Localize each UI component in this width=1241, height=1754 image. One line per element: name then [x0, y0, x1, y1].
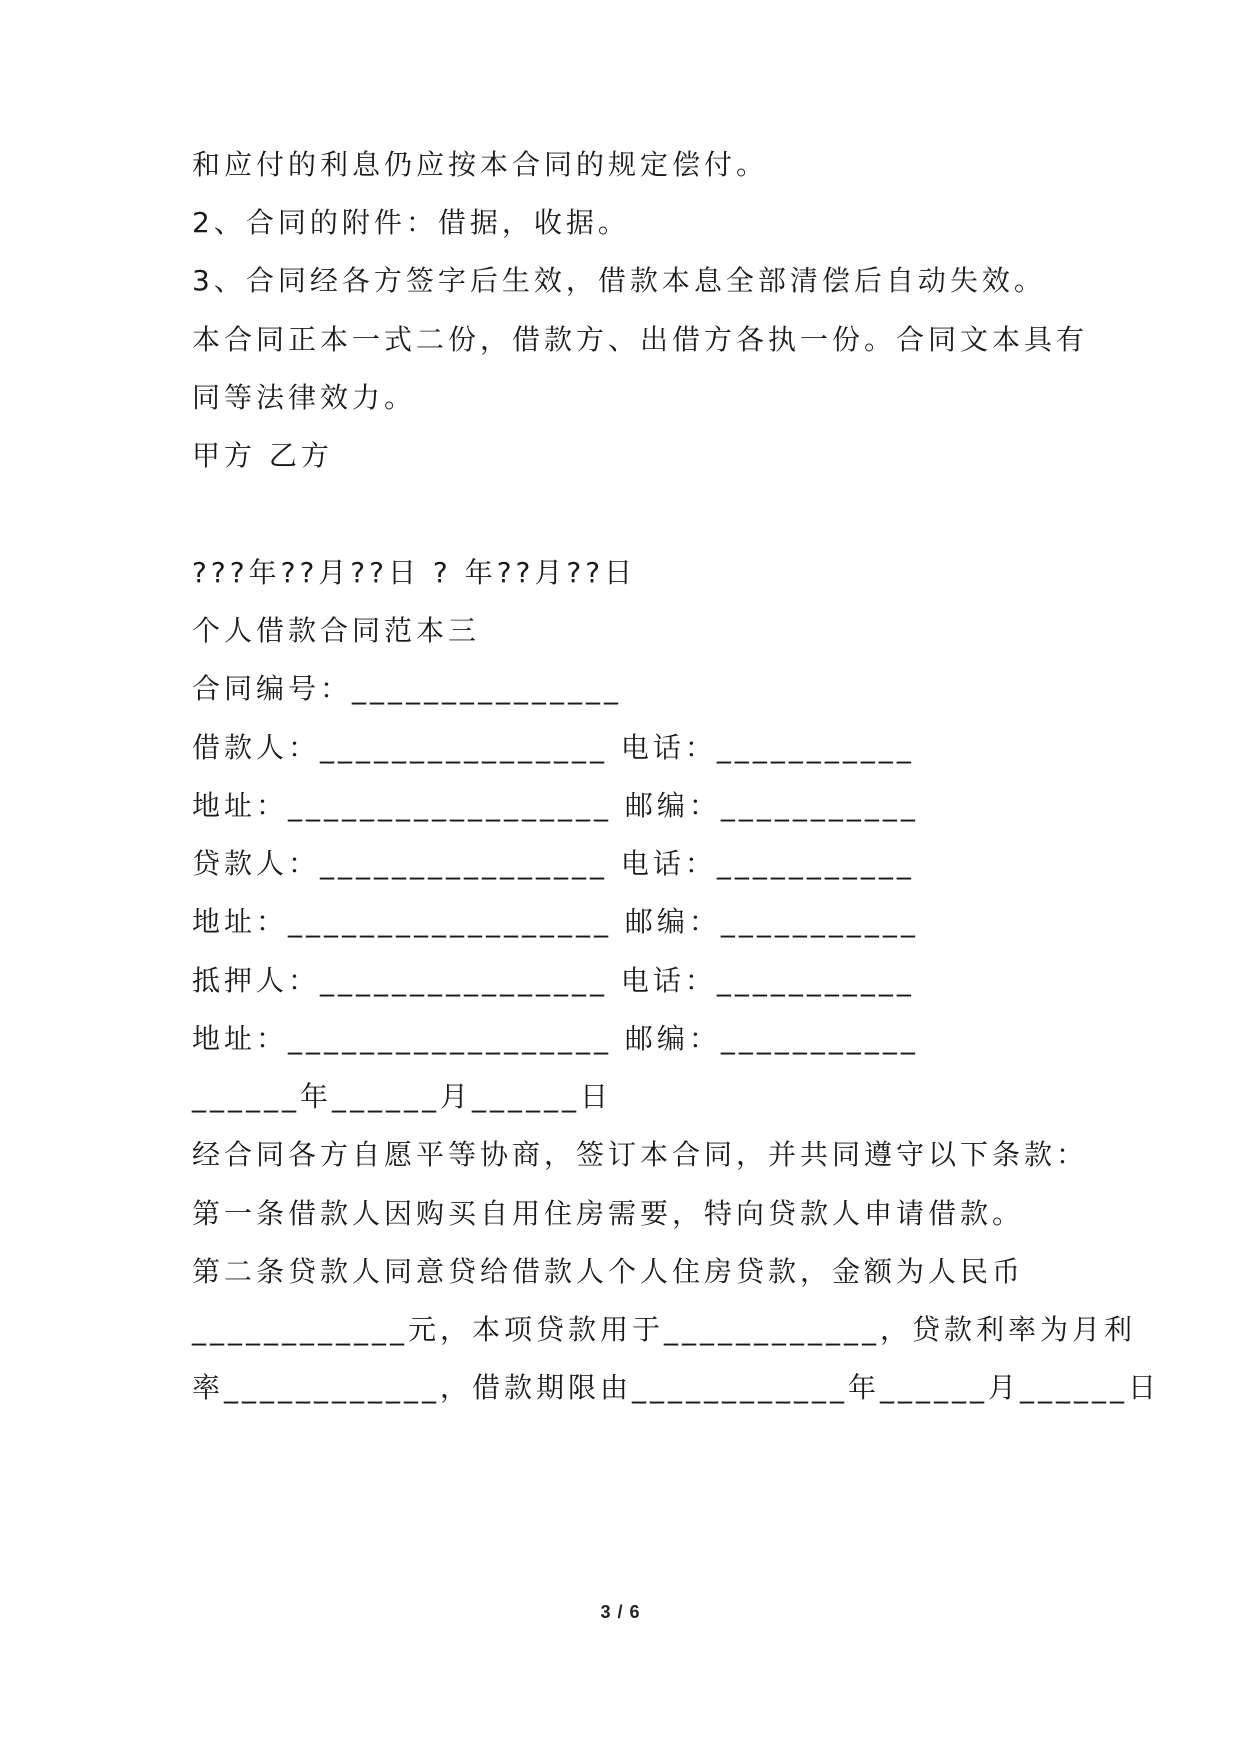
contract-title: 个人借款合同范本三 — [192, 614, 481, 647]
borrower-address-field: 地址：__________________ 邮编：___________ — [192, 789, 919, 822]
copies-clause: 本合同正本一式二份，借款方、出借方各执一份。合同文本具有 — [192, 323, 1089, 356]
mortgagor-field: 抵押人：________________ 电话：___________ — [192, 964, 915, 997]
page-number: 3 / 6 — [600, 1602, 641, 1622]
lender-field: 贷款人：________________ 电话：___________ — [192, 847, 915, 880]
signature-dates: ???年??月??日 ? 年??月??日 — [192, 556, 637, 589]
preamble: 经合同各方自愿平等协商，签订本合同，并共同遵守以下条款： — [192, 1138, 1089, 1171]
article-2-cont-2: 率____________，借款期限由____________年______月______日 — [192, 1371, 1161, 1404]
date-field: ______年______月______日 — [192, 1080, 613, 1113]
article-2-cont: ____________元，本项贷款用于____________，贷款利率为月利 — [192, 1313, 1137, 1346]
copies-clause-cont: 同等法律效力。 — [192, 381, 417, 414]
body-line: 和应付的利息仍应按本合同的规定偿付。 — [192, 148, 769, 181]
signature-parties: 甲方 乙方 — [192, 439, 333, 472]
lender-address-field: 地址：__________________ 邮编：___________ — [192, 905, 919, 938]
contract-number-field: 合同编号：_______________ — [192, 672, 623, 705]
borrower-field: 借款人：________________ 电话：___________ — [192, 731, 915, 764]
attachments-clause: 2、合同的附件：借据，收据。 — [192, 206, 630, 239]
article-2: 第二条贷款人同意贷给借款人个人住房贷款，金额为人民币 — [192, 1255, 1025, 1288]
mortgagor-address-field: 地址：__________________ 邮编：___________ — [192, 1022, 919, 1055]
article-1: 第一条借款人因购买自用住房需要，特向贷款人申请借款。 — [192, 1197, 1025, 1230]
effectiveness-clause: 3、合同经各方签字后生效，借款本息全部清偿后自动失效。 — [192, 264, 1046, 297]
